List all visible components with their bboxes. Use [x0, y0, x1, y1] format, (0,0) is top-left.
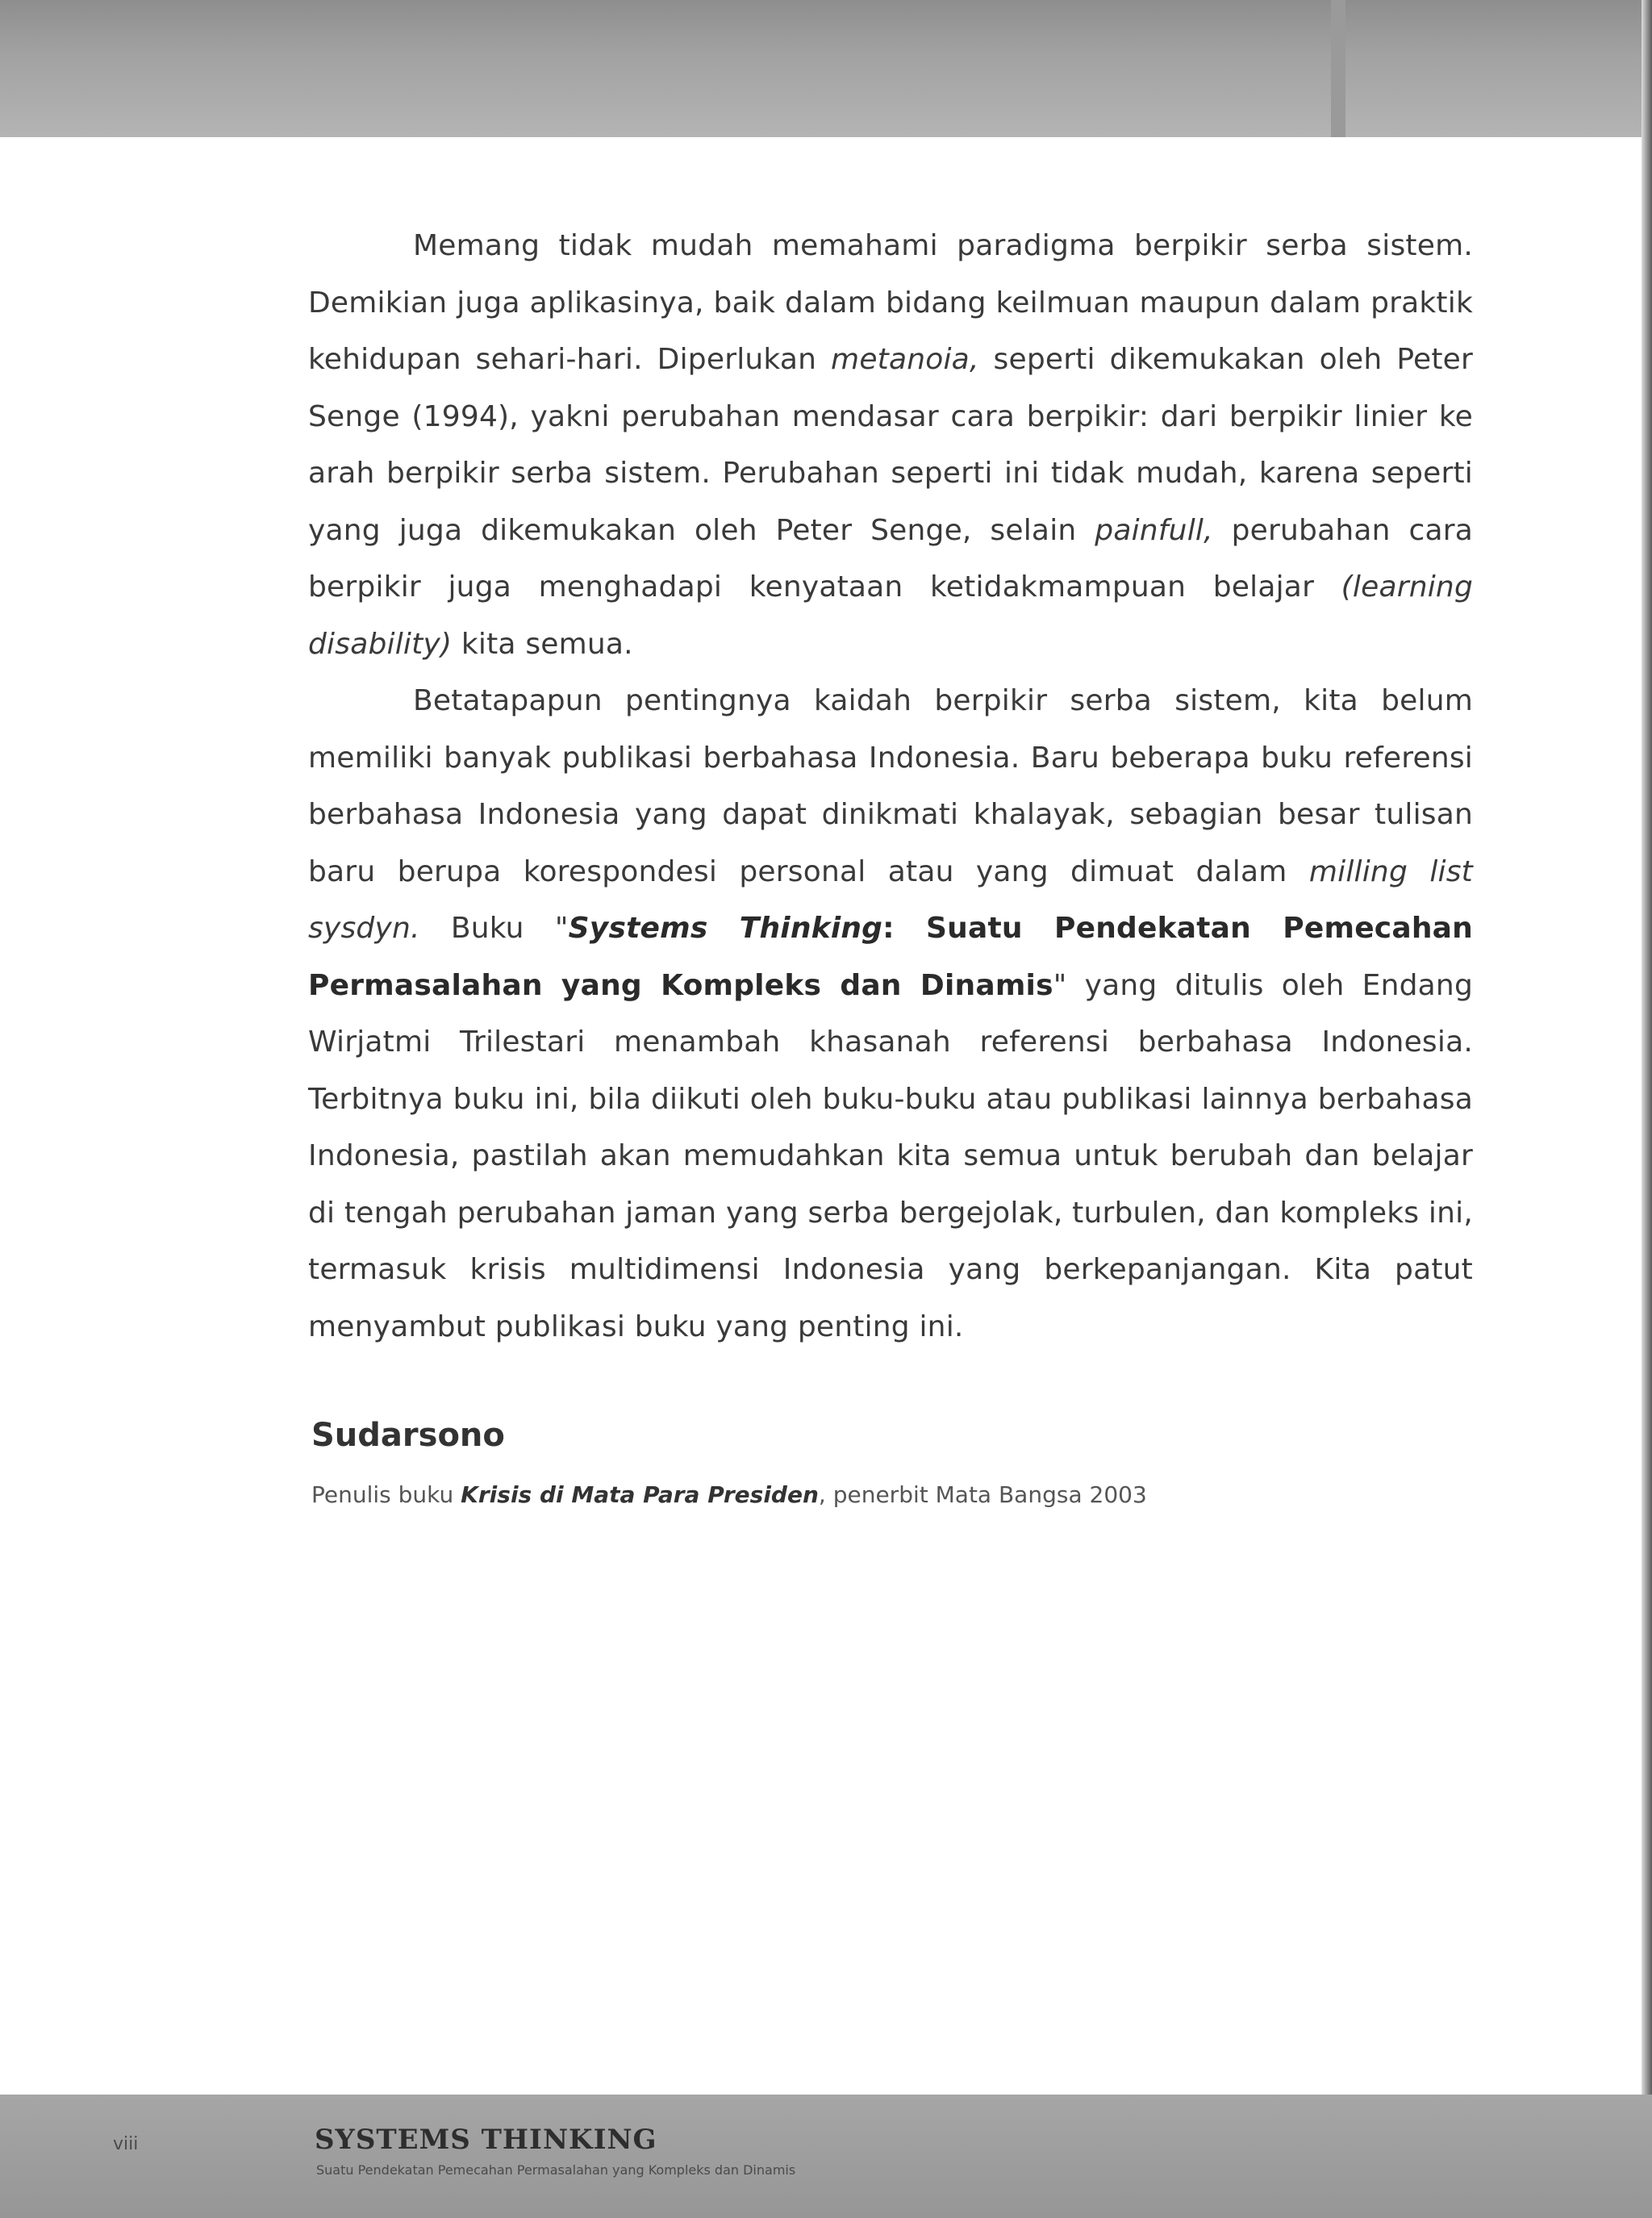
running-title: SYSTEMS THINKING: [315, 2124, 657, 2156]
text-run: kita semua.: [452, 627, 633, 661]
note-text: Penulis buku: [311, 1481, 461, 1508]
author-note: [311, 1481, 1147, 1508]
body-text: [308, 218, 1473, 1355]
book-title: : Suatu Pendekatan Pemecahan Permasalahan yang Kompleks dan Dinamis: [308, 912, 1473, 1002]
italic-term: (learning disability): [308, 570, 1473, 661]
author-name: Sudarsono: [311, 1417, 505, 1454]
text-run: Memang tidak mudah memahami paradigma berpikir serba sistem. Demikian juga aplikasinya, baik dalam bidang keilmuan maupun dalam praktik kehidupan sehari-hari. Diperlukan: [308, 229, 1473, 376]
page-number: viii: [113, 2134, 139, 2154]
footer-band: [0, 2095, 1652, 2218]
italic-term: milling list sysdyn.: [308, 854, 1473, 945]
running-subtitle: Suatu Pendekatan Pemecahan Permasalahan yang Kompleks dan Dinamis: [316, 2162, 796, 2178]
book-title-italic: Systems Thinking: [568, 912, 883, 945]
text-run: perubahan cara berpikir juga menghadapi kenyataan ketidakmampuan belajar: [308, 513, 1474, 604]
text-run: Buku ": [419, 912, 569, 945]
scan-header-band: [0, 0, 1652, 137]
italic-term: painfull,: [1095, 513, 1213, 547]
text-run: seperti dikemukakan oleh Peter Senge (1994), yakni perubahan mendasar cara berpikir: dari berpikir linier ke arah berpikir serba sistem. Perubahan seperti ini tidak mudah, karena seperti yang juga dikemukakan oleh Peter Senge, selain: [308, 343, 1473, 547]
note-book-title: Krisis di Mata Para Presiden: [461, 1481, 819, 1508]
note-text: , penerbit Mata Bangsa 2003: [818, 1481, 1147, 1508]
paragraph-2: [308, 673, 1473, 1355]
scan-right-edge: [1642, 0, 1652, 2218]
text-run: Betatapapun pentingnya kaidah berpikir serba sistem, kita belum memiliki banyak publikasi berbahasa Indonesia. Baru beberapa buku referensi berbahasa Indonesia yang dapat dinikmati khalayak, sebagian besar tulisan baru berupa korespondesi personal atau yang dimuat dalam: [308, 684, 1473, 888]
italic-term: metanoia,: [831, 343, 979, 376]
paragraph-1: [308, 218, 1473, 673]
text-run: " yang ditulis oleh Endang Wirjatmi Trilestari menambah khasanah referensi berbahasa Indonesia. Terbitnya buku ini, bila diikuti oleh buku-buku atau publikasi lainnya berbahasa Indonesia, pastilah akan memudahkan kita semua untuk berubah dan belajar di tengah perubahan jaman yang serba bergejolak, turbulen, dan kompleks ini, termasuk krisis multidimensi Indonesia yang berkepanjangan. Kita patut menyambut publikasi buku yang penting ini.: [308, 968, 1473, 1343]
